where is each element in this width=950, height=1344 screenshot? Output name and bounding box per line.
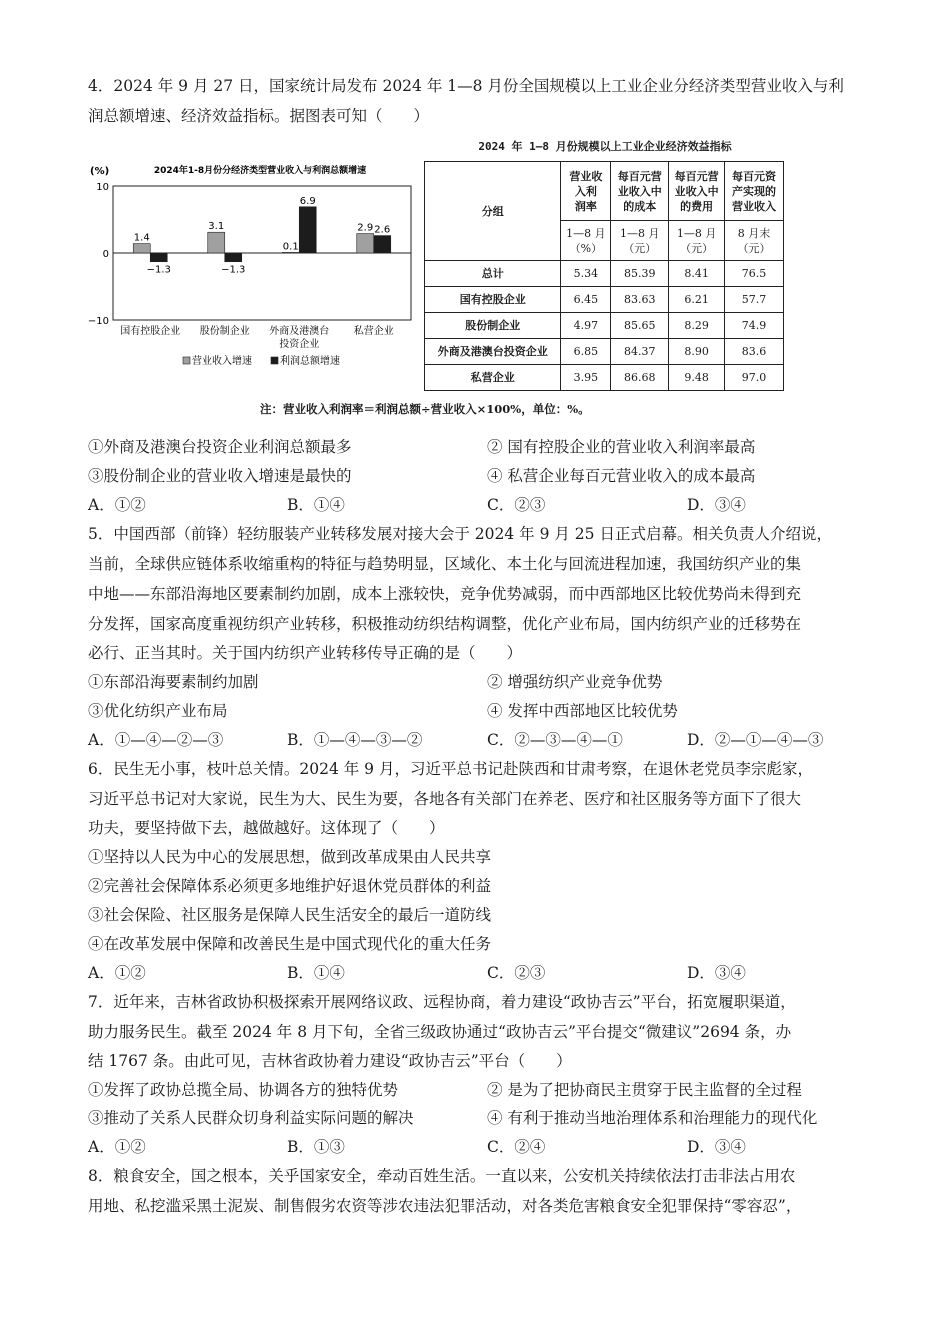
- efficiency-table: [424, 161, 784, 391]
- data-label: 3.1: [208, 221, 225, 233]
- x-tick-label: 投资企业: [279, 339, 320, 350]
- cell: 6.85: [561, 339, 611, 365]
- q6-line-1: 6．民生无小事，枝叶总关情。2024 年 9 月，习近平总书记赴陕西和甘肃考察，在退休老党员李宗彪家，: [88, 760, 813, 778]
- legend-label: 利润总额增速: [280, 356, 340, 367]
- legend-label: 营业收入增速: [192, 356, 252, 367]
- cell: 57.7: [725, 287, 784, 313]
- data-label: 1.4: [133, 232, 150, 244]
- q6-item-3: ③社会保险、社区服务是保障人民生活安全的最后一道防线: [88, 906, 492, 924]
- x-tick-label: 股份制企业: [199, 326, 250, 337]
- row-name: 总计: [425, 261, 561, 287]
- q7-item-4: ④ 有利于推动当地治理体系和治理能力的现代化: [487, 1109, 818, 1127]
- cell: 74.9: [725, 313, 784, 339]
- cell: 8.29: [669, 313, 725, 339]
- q4-stem-line-2: 润总额增速、经济效益指标。据图表可知（ ）: [88, 107, 430, 125]
- cell: 3.95: [561, 365, 611, 391]
- col-header-4: 每百元资 产实现的 营业收入: [725, 162, 784, 221]
- data-label: 2.6: [374, 224, 391, 236]
- col-unit-4: 8 月末 （元）: [725, 221, 784, 261]
- q6-option-d[interactable]: D．③④: [687, 964, 746, 982]
- q4-item-2: ② 国有控股企业的营业收入利润率最高: [487, 438, 756, 456]
- q7-option-c[interactable]: C．②④: [487, 1138, 546, 1156]
- q5-item-2: ② 增强纺织产业竞争优势: [487, 673, 663, 691]
- q7-option-d[interactable]: D．③④: [687, 1138, 746, 1156]
- q4-item-1: ①外商及港澳台投资企业利润总额最多: [88, 438, 352, 456]
- q5-option-c[interactable]: C．②—③—④—①: [487, 731, 623, 749]
- data-label: 6.9: [299, 195, 316, 207]
- table-row: [425, 339, 784, 365]
- growth-bar-chart: [88, 158, 418, 390]
- bar-profit: [150, 253, 167, 262]
- q4-option-a[interactable]: A．①②: [88, 496, 146, 514]
- q7-item-2: ② 是为了把协商民主贯穿于民主监督的全过程: [487, 1081, 802, 1099]
- bar-revenue: [133, 244, 150, 253]
- q8-line-2: 用地、私挖滥采黑土泥炭、制售假劣农资等涉农违法犯罪活动，对各类危害粮食安全犯罪保持“零容忍”，: [88, 1197, 802, 1215]
- data-label: −1.3: [221, 264, 246, 276]
- q4-option-d[interactable]: D．③④: [687, 496, 746, 514]
- x-tick-label: 外商及港澳台: [269, 326, 330, 337]
- cell: 6.45: [561, 287, 611, 313]
- cell: 85.39: [611, 261, 669, 287]
- efficiency-table-block: [424, 140, 786, 391]
- q7-line-2: 助力服务民生。截至 2024 年 8 月下旬，全省三级政协通过“政协吉云”平台提交“微建议”2694 条，办: [88, 1023, 792, 1041]
- q6-item-1: ①坚持以人民为中心的发展思想，做到改革成果由人民共享: [88, 848, 492, 866]
- q4-option-c[interactable]: C．②③: [487, 496, 546, 514]
- col-header-2: 每百元营 业收入中 的成本: [611, 162, 669, 221]
- data-label: 0.1: [282, 241, 299, 253]
- bar-profit: [374, 236, 391, 253]
- x-tick-label: 国有控股企业: [120, 326, 181, 337]
- cell: 85.65: [611, 313, 669, 339]
- chart-title: 2024年1-8月份分经济类型营业收入与利润总额增速: [153, 166, 367, 176]
- bar-profit: [299, 207, 316, 253]
- bar-profit: [225, 253, 242, 262]
- q7-option-b[interactable]: B．①③: [287, 1138, 345, 1156]
- q5-item-3: ③优化纺织产业布局: [88, 702, 228, 720]
- q6-item-2: ②完善社会保障体系必须更多地维护好退休党员群体的利益: [88, 877, 492, 895]
- cell: 4.97: [561, 313, 611, 339]
- y-tick-label: 10: [96, 182, 109, 193]
- col-unit-3: 1—8 月 （元）: [669, 221, 725, 261]
- q5-line-4: 分发挥，国家高度重视纺织产业转移，积极推动纺织结构调整，优化产业布局，国内纺织产业的迁移势在: [88, 615, 802, 633]
- chart-note: 注：营业收入利润率＝利润总额÷营业收入×100%，单位：%。: [260, 402, 590, 416]
- q7-line-1: 7．近年来，吉林省政协积极探索开展网络议政、远程协商，着力建设“政协吉云”平台，拓宽履职渠道，: [88, 993, 796, 1011]
- bar-revenue: [357, 234, 374, 253]
- q7-line-3: 结 1767 条。由此可见，吉林省政协着力建设“政协吉云”平台（ ）: [88, 1052, 572, 1070]
- q5-item-1: ①东部沿海要素制约加剧: [88, 673, 259, 691]
- row-name: 私营企业: [425, 365, 561, 391]
- q4-item-3: ③股份制企业的营业收入增速是最快的: [88, 467, 352, 485]
- col-unit-1: 1—8 月 （%）: [561, 221, 611, 261]
- cell: 8.41: [669, 261, 725, 287]
- q5-option-d[interactable]: D．②—①—④—③: [687, 731, 824, 749]
- q5-line-5: 必行、正当其时。关于国内纺织产业转移传导正确的是（ ）: [88, 644, 523, 662]
- cell: 84.37: [611, 339, 669, 365]
- table-row: [425, 313, 784, 339]
- q4-item-4: ④ 私营企业每百元营业收入的成本最高: [487, 467, 756, 485]
- x-tick-label: 私营企业: [353, 326, 394, 337]
- cell: 83.63: [611, 287, 669, 313]
- q6-option-c[interactable]: C．②③: [487, 964, 546, 982]
- table-row: [425, 365, 784, 391]
- growth-bar-chart-svg: [88, 158, 418, 390]
- cell: 6.21: [669, 287, 725, 313]
- q7-item-1: ①发挥了政协总揽全局、协调各方的独特优势: [88, 1081, 399, 1099]
- q6-line-3: 功夫，要坚持做下去，越做越好。这体现了（ ）: [88, 819, 445, 837]
- bar-revenue: [208, 232, 225, 253]
- q5-option-b[interactable]: B．①—④—③—②: [287, 731, 423, 749]
- cell: 5.34: [561, 261, 611, 287]
- col-header-1: 营业收 入利 润率: [561, 162, 611, 221]
- q8-line-1: 8．粮食安全，国之根本，关乎国家安全，牵动百姓生活。一直以来，公安机关持续依法打击非法占用农: [88, 1167, 796, 1185]
- cell: 76.5: [725, 261, 784, 287]
- q5-line-1: 5．中国西部（前锋）轻纺服装产业转移发展对接大会于 2024 年 9 月 25 日正式启幕。相关负责人介绍说，: [88, 525, 832, 543]
- q6-line-2: 习近平总书记对大家说，民生为大、民生为要，各地各有关部门在养老、医疗和社区服务等方面下了很大: [88, 790, 802, 808]
- row-name: 国有控股企业: [425, 287, 561, 313]
- table-row: [425, 261, 784, 287]
- cell: 8.90: [669, 339, 725, 365]
- col-header-3: 每百元营 业收入中 的费用: [669, 162, 725, 221]
- legend-swatch-profit: [271, 357, 278, 364]
- col-unit-2: 1—8 月 （元）: [611, 221, 669, 261]
- data-label: −1.3: [146, 264, 171, 276]
- efficiency-table-title: 2024 年 1—8 月份规模以上工业企业经济效益指标: [478, 140, 732, 153]
- cell: 86.68: [611, 365, 669, 391]
- q6-option-b[interactable]: B．①④: [287, 964, 345, 982]
- chart-unit: (%): [90, 166, 110, 177]
- y-tick-label: 0: [102, 249, 109, 260]
- table-header-row: [425, 162, 784, 221]
- q4-stem-line-1: 4．2024 年 9 月 27 日，国家统计局发布 2024 年 1—8 月份全国规模以上工业企业分经济类型营业收入与利: [88, 77, 844, 95]
- q5-option-a[interactable]: A．①—④—②—③: [88, 731, 224, 749]
- row-name: 股份制企业: [425, 313, 561, 339]
- q6-item-4: ④在改革发展中保障和改善民生是中国式现代化的重大任务: [88, 935, 492, 953]
- q6-option-a[interactable]: A．①②: [88, 964, 146, 982]
- y-tick-label: −10: [88, 316, 109, 327]
- data-label: 2.9: [357, 222, 374, 234]
- q7-item-3: ③推动了关系人民群众切身利益实际问题的解决: [88, 1109, 414, 1127]
- bar-revenue: [282, 252, 299, 253]
- q5-item-4: ④ 发挥中西部地区比较优势: [487, 702, 678, 720]
- q5-line-3: 中地——东部沿海地区要素制约加剧，成本上涨较快，竞争优势减弱，而中西部地区比较优势尚未得到充: [88, 585, 802, 603]
- table-row: [425, 287, 784, 313]
- cell: 97.0: [725, 365, 784, 391]
- q7-option-a[interactable]: A．①②: [88, 1138, 146, 1156]
- cell: 9.48: [669, 365, 725, 391]
- row-name: 外商及港澳台投资企业: [425, 339, 561, 365]
- group-header: 分组: [425, 162, 561, 261]
- q5-line-2: 当前，全球供应链体系收缩重构的特征与趋势明显，区域化、本土化与回流进程加速，我国纺织产业的集: [88, 555, 802, 573]
- q4-option-b[interactable]: B．①④: [287, 496, 345, 514]
- legend-swatch-revenue: [183, 357, 190, 364]
- cell: 83.6: [725, 339, 784, 365]
